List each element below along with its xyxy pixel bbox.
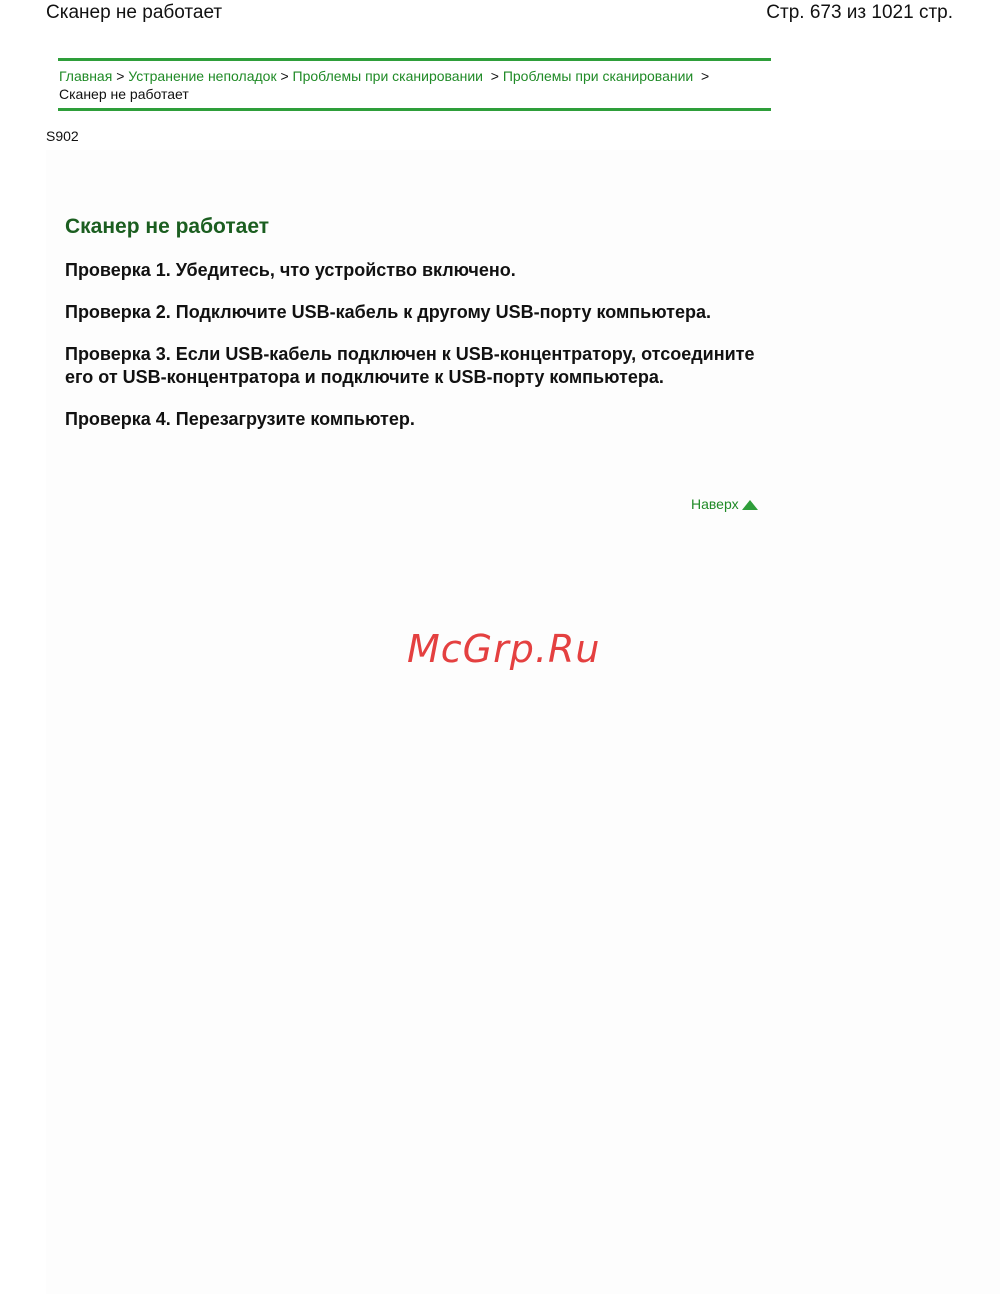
check-item-1: Проверка 1. Убедитесь, что устройство включено. [65, 260, 516, 280]
check-item-4: Проверка 4. Перезагрузите компьютер. [65, 409, 415, 429]
breadcrumb-link-home[interactable]: Главная [59, 68, 113, 84]
breadcrumb-link-scanning-problems-2[interactable]: Проблемы при сканировании [502, 68, 694, 84]
breadcrumb-separator: > [490, 68, 499, 84]
back-to-top-label: Наверх [691, 496, 739, 512]
breadcrumb-link-troubleshooting[interactable]: Устранение неполадок [128, 68, 277, 84]
page-header [0, 0, 1000, 30]
document-title: Сканер не работает [46, 2, 223, 23]
check-item-2: Проверка 2. Подключите USB-кабель к другому USB-порту компьютера. [65, 302, 712, 322]
page-title: Сканер не работает [65, 215, 270, 238]
breadcrumb-link-scanning-problems[interactable]: Проблемы при сканировании [292, 68, 483, 84]
check-item-3: Проверка 3. Если USB-кабель подключен к USB-концентратору, отсоедините его от USB-концентратора и подключите к USB-порту компьютера. [65, 344, 755, 387]
breadcrumb-separator: > [280, 68, 289, 84]
main-content [65, 213, 765, 450]
breadcrumb-separator: > [701, 68, 710, 84]
breadcrumb-current: Сканер не работает [59, 86, 189, 102]
breadcrumb [58, 58, 771, 111]
up-arrow-icon [742, 500, 758, 510]
breadcrumb-separator: > [116, 68, 125, 84]
back-to-top-link[interactable] [691, 496, 758, 512]
watermark: McGrp.Ru [407, 627, 601, 671]
document-id: S902 [46, 128, 79, 144]
page-counter: Стр. 673 из 1021 стр. [766, 2, 953, 23]
